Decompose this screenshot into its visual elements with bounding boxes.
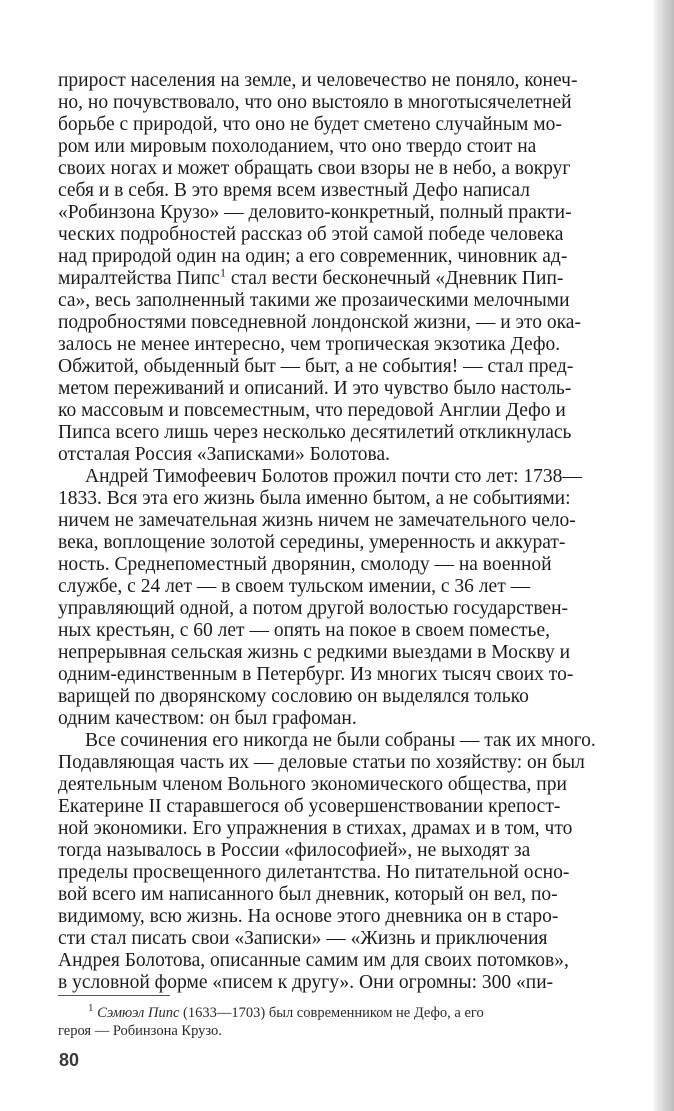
text-line: деятельным членом Вольного экономического общества, при — [58, 774, 567, 795]
footnote-line — [58, 1004, 484, 1022]
footnote-text: (1633—1703) был современником не Дефо, а его — [179, 1005, 484, 1021]
text-line: но, но почувствовало, что оно выстояло в многотысячелетней — [58, 92, 572, 113]
text-line: непрерывная сельская жизнь с редкими выездами в Москву и — [58, 642, 571, 663]
text-line-with-footnote — [58, 265, 564, 290]
text-line: пределы просвещенного дилетантства. Но питательной осно- — [58, 862, 570, 883]
text-line: Подавляющая часть их — деловые статьи по хозяйству: он был — [58, 752, 585, 773]
text-line: управляющий одной, а потом другой волостью государствен- — [58, 598, 568, 619]
text-line: себя и в себя. В это время всем известный Дефо написал — [58, 180, 530, 201]
text-line: Пипса всего лишь через несколько десятилетий откликнулась — [58, 422, 572, 443]
page-edge-shadow — [654, 0, 674, 1111]
text-line: ной экономики. Его упражнения в стихах, драмах и в том, что — [58, 818, 573, 839]
text-line: залось не менее интересно, чем тропическая экзотика Дефо. — [58, 334, 561, 355]
footnote-reference: 1 — [219, 265, 226, 280]
text-line: Андрея Болотова, описанные самим им для своих потомков», — [58, 950, 569, 971]
text-line-start: миралтейства Пипс — [58, 268, 220, 289]
text-line: 1833. Вся эта его жизнь была именно бытом, а не событиями: — [58, 488, 571, 509]
footnote-person-name: Сэмюэл Пипс — [97, 1005, 180, 1021]
text-line: Обжитой, обыденный быт — быт, а не события! — стал пред- — [58, 356, 574, 377]
text-line: века, воплощение золотой середины, умеренность и аккурат- — [58, 532, 566, 553]
text-line: ческих подробностей рассказ об этой самой победе человека — [58, 224, 564, 245]
text-line: метом переживаний и описаний. И это чувство было настоль- — [58, 378, 572, 399]
text-line: службе, с 24 лет — в своем тульском имении, с 36 лет — — [58, 576, 531, 597]
text-line: над природой один на один; а его современник, чиновник ад- — [58, 246, 568, 267]
text-line: в условной форме «писем к другу». Они огромны: 300 «пи- — [58, 972, 554, 993]
text-line: са», весь заполненный такими же прозаическими мелочными — [58, 290, 570, 311]
text-line: ных крестьян, с 60 лет — опять на покое в своем поместье, — [58, 620, 550, 641]
text-line: подробностями повседневной лондонской жизни, — и это ока- — [58, 312, 581, 333]
text-line: прирост населения на земле, и человечество не поняло, конеч- — [58, 70, 578, 91]
footnote-mark: 1 — [88, 1002, 94, 1015]
footnote-line: героя — Робинзона Крузо. — [58, 1023, 222, 1039]
text-line: видимому, всю жизнь. На основе этого дневника он в старо- — [58, 906, 559, 927]
text-line: своих ногах и может обращать свои взоры не в небо, а вокруг — [58, 158, 571, 179]
text-line: варищей по дворянскому сословию он выделялся только — [58, 686, 529, 707]
text-line: ром или мировым похолоданием, что оно твердо стоит на — [58, 136, 537, 157]
text-line: одним-единственным в Петербург. Из многих тысяч своих то- — [58, 664, 574, 685]
text-line: отсталая Россия «Записками» Болотова. — [58, 444, 390, 465]
page-number: 80 — [59, 1050, 80, 1070]
text-line: «Робинзона Крузо» — деловито-конкретный, полный практи- — [58, 202, 572, 223]
text-line: Екатерине II старавшегося об усовершенствовании крепост- — [58, 796, 561, 817]
text-line: тогда называлось в России «философией», не выходят за — [58, 840, 531, 861]
text-line: одним качеством: он был графоман. — [58, 708, 357, 729]
text-line: Андрей Тимофеевич Болотов прожил почти сто лет: 1738— — [85, 466, 582, 487]
text-line-end: стал вести бесконечный «Дневник Пип- — [225, 268, 564, 289]
text-line: ность. Среднепоместный дворянин, смолоду — на военной — [58, 554, 552, 575]
text-line: сти стал писать свои «Записки» — «Жизнь и приключения — [58, 928, 548, 949]
text-line: ничем не замечательная жизнь ничем не замечательного чело- — [58, 510, 576, 531]
text-line: Все сочинения его никогда не были собраны — так их много. — [85, 730, 596, 751]
text-line: ко массовым и повсеместным, что передовой Англии Дефо и — [58, 400, 566, 421]
footnote-divider — [58, 995, 170, 996]
text-line: вой всего им написанного был дневник, который он вел, по- — [58, 884, 558, 905]
text-line: борьбе с природой, что оно не будет сметено случайным мо- — [58, 114, 562, 135]
